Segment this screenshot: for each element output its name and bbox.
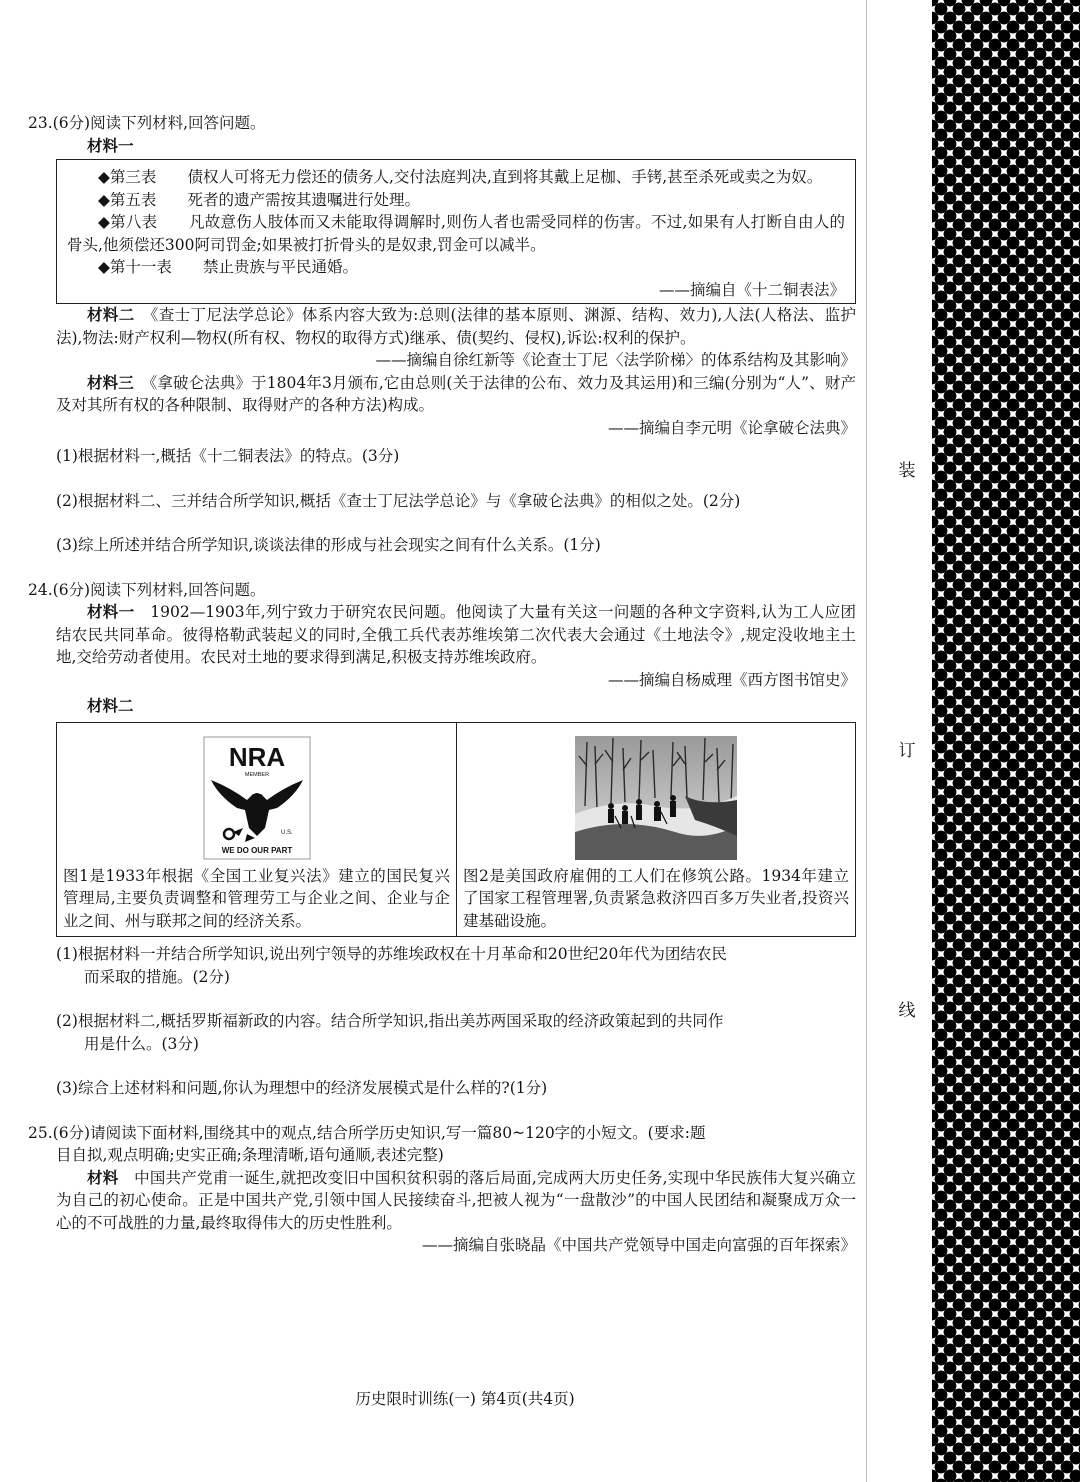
nra-logo-text: NRA — [228, 741, 285, 772]
question-23-heading: 23.(6分)阅读下列材料,回答问题。 — [28, 114, 266, 132]
q23-sub-question-1: (1)根据材料一,概括《十二铜表法》的特点。(3分) — [56, 447, 400, 465]
q23-table-5: ◆第五表 死者的遗产需按其遗嘱进行处理。 — [98, 190, 420, 209]
q23-material-2-source: ——摘编自徐红新等《论查士丁尼〈法学阶梯〉的体系结构及其影响》 — [375, 351, 856, 369]
figure-2-cell — [456, 723, 855, 937]
q25-material: 材料 中国共产党甫一诞生,就把改变旧中国积贫积弱的落后局面,完成两大历史任务,实现中华民族伟大复兴确立为自己的初心使命。正是中国共产党,引领中国人民接续奋斗,把被人视为“一盘散沙”的中国人民团结和凝聚成万众一心的不可战胜的力量,最终取得伟大的历史性胜利。 — [56, 1167, 856, 1232]
binding-char-ding: 订 — [898, 741, 916, 761]
question-24-heading: 24.(6分)阅读下列材料,回答问题。 — [28, 580, 266, 599]
q24-figure-table — [56, 722, 856, 938]
question-25-heading: 25.(6分)请阅读下面材料,围绕其中的观点,结合所学历史知识,写一篇80~120字的小短文。(要求:题 目自拟,观点明确;史实正确;条理清晰,语句通顺,表述完整) — [28, 1123, 706, 1164]
q23-material-3: 材料三 《拿破仑法典》于1804年3月颁布,它由总则(关于法律的公布、效力及其运用)和三编(分别为“人”、财产及对其所有权的各种限制、取得财产的各种方法)构成。 — [56, 372, 856, 414]
q25-material-source: ——摘编自张晓晶《中国共产党领导中国走向富强的百年探索》 — [421, 1236, 856, 1254]
figure-1-cell — [57, 723, 456, 937]
nra-logo-image — [57, 723, 456, 865]
q23-table-11: ◆第十一表 禁止贵族与平民通婚。 — [98, 258, 358, 276]
binding-char-xian: 线 — [898, 1001, 916, 1021]
q23-table-3: ◆第三表 债权人可将无力偿还的债务人,交付法庭判决,直到将其戴上足枷、手铐,甚至杀死或卖之为奴。 — [98, 168, 823, 186]
checkered-border-pattern — [932, 0, 1080, 1482]
q24-material-1: 材料一 1902—1903年,列宁致力于研究农民问题。他阅读了大量有关这一问题的各种文字资料,认为工人应团结农民共同革命。彼得格勒武装起义的同时,全俄工兵代表苏维埃第二次代表大会通过《土地法令》,规定没收地主土地,交给劳动者使用。农民对土地的要求得到满足,积极支持苏维埃政府。 — [56, 602, 856, 666]
page-content — [28, 112, 856, 1257]
q24-sub-question-3: (3)综合上述材料和问题,你认为理想中的经济发展模式是什么样的?(1分) — [56, 1079, 548, 1097]
q23-material-3-source: ——摘编自李元明《论拿破仑法典》 — [607, 418, 856, 437]
road-workers-photo — [457, 723, 855, 865]
figure-1-caption: 图1是1933年根据《全国工业复兴法》建立的国民复兴管理局,主要负责调整和管理劳工与企业之间、企业与企业之间、州与联邦之间的经济关系。 — [63, 866, 450, 930]
road-workers-photo-icon — [575, 736, 737, 860]
nra-member-text: MEMBER — [244, 771, 269, 778]
binding-divider — [866, 0, 867, 1482]
q23-sub-question-2: (2)根据材料二、三并结合所学知识,概括《查士丁尼法学总论》与《拿破仑法典》的相似之处。(2分) — [56, 491, 741, 510]
nra-us-text: U.S. — [280, 829, 293, 836]
nra-motto-text: WE DO OUR PART — [221, 845, 292, 855]
q23-material-2: 材料二 《查士丁尼法学总论》体系内容大致为:总则(法律的基本原则、渊源、结构、效力),人法(人格法、监护法),物法:财产权利—物权(所有权、物权的取得方式)继承、债(契约、侵权),诉讼:权利的保护。 — [56, 305, 856, 347]
q24-sub-question-1: (1)根据材料一并结合所学知识,说出列宁领导的苏维埃政权在十月革命和20世纪20年代为团结农民 而采取的措施。(2分) — [56, 945, 727, 986]
q23-sub-question-3: (3)综上所述并结合所学知识,谈谈法律的形成与社会现实之间有什么关系。(1分) — [56, 536, 601, 554]
page-footer: 历史限时训练(一) 第4页(共4页) — [355, 1390, 575, 1408]
q23-material-1-label: 材料一 — [87, 135, 134, 155]
q24-material-1-source: ——摘编自杨威理《西方图书馆史》 — [607, 670, 856, 689]
q24-material-2-label: 材料二 — [87, 696, 134, 715]
q24-sub-question-2: (2)根据材料二,概括罗斯福新政的内容。结合所学知识,指出美苏两国采取的经济政策起到的共同作 用是什么。(3分) — [56, 1012, 724, 1053]
q23-material-1-source: ——摘编自《十二铜表法》 — [658, 280, 845, 299]
q23-table-8: ◆第八表 凡故意伤人肢体而又未能取得调解时,则伤人者也需受同样的伤害。不过,如果有人打断自由人的骨头,他须偿还300阿司罚金;如果被打折骨头的是奴隶,罚金可以减半。 — [67, 213, 845, 254]
binding-char-zhuang: 装 — [898, 461, 916, 481]
figure-2-caption: 图2是美国政府雇佣的工人们在修筑公路。1934年建立了国家工程管理署,负责紧急救济四百多万失业者,投资兴建基础设施。 — [463, 866, 849, 930]
q23-material-1-box — [56, 159, 856, 304]
nra-eagle-icon — [203, 736, 311, 860]
